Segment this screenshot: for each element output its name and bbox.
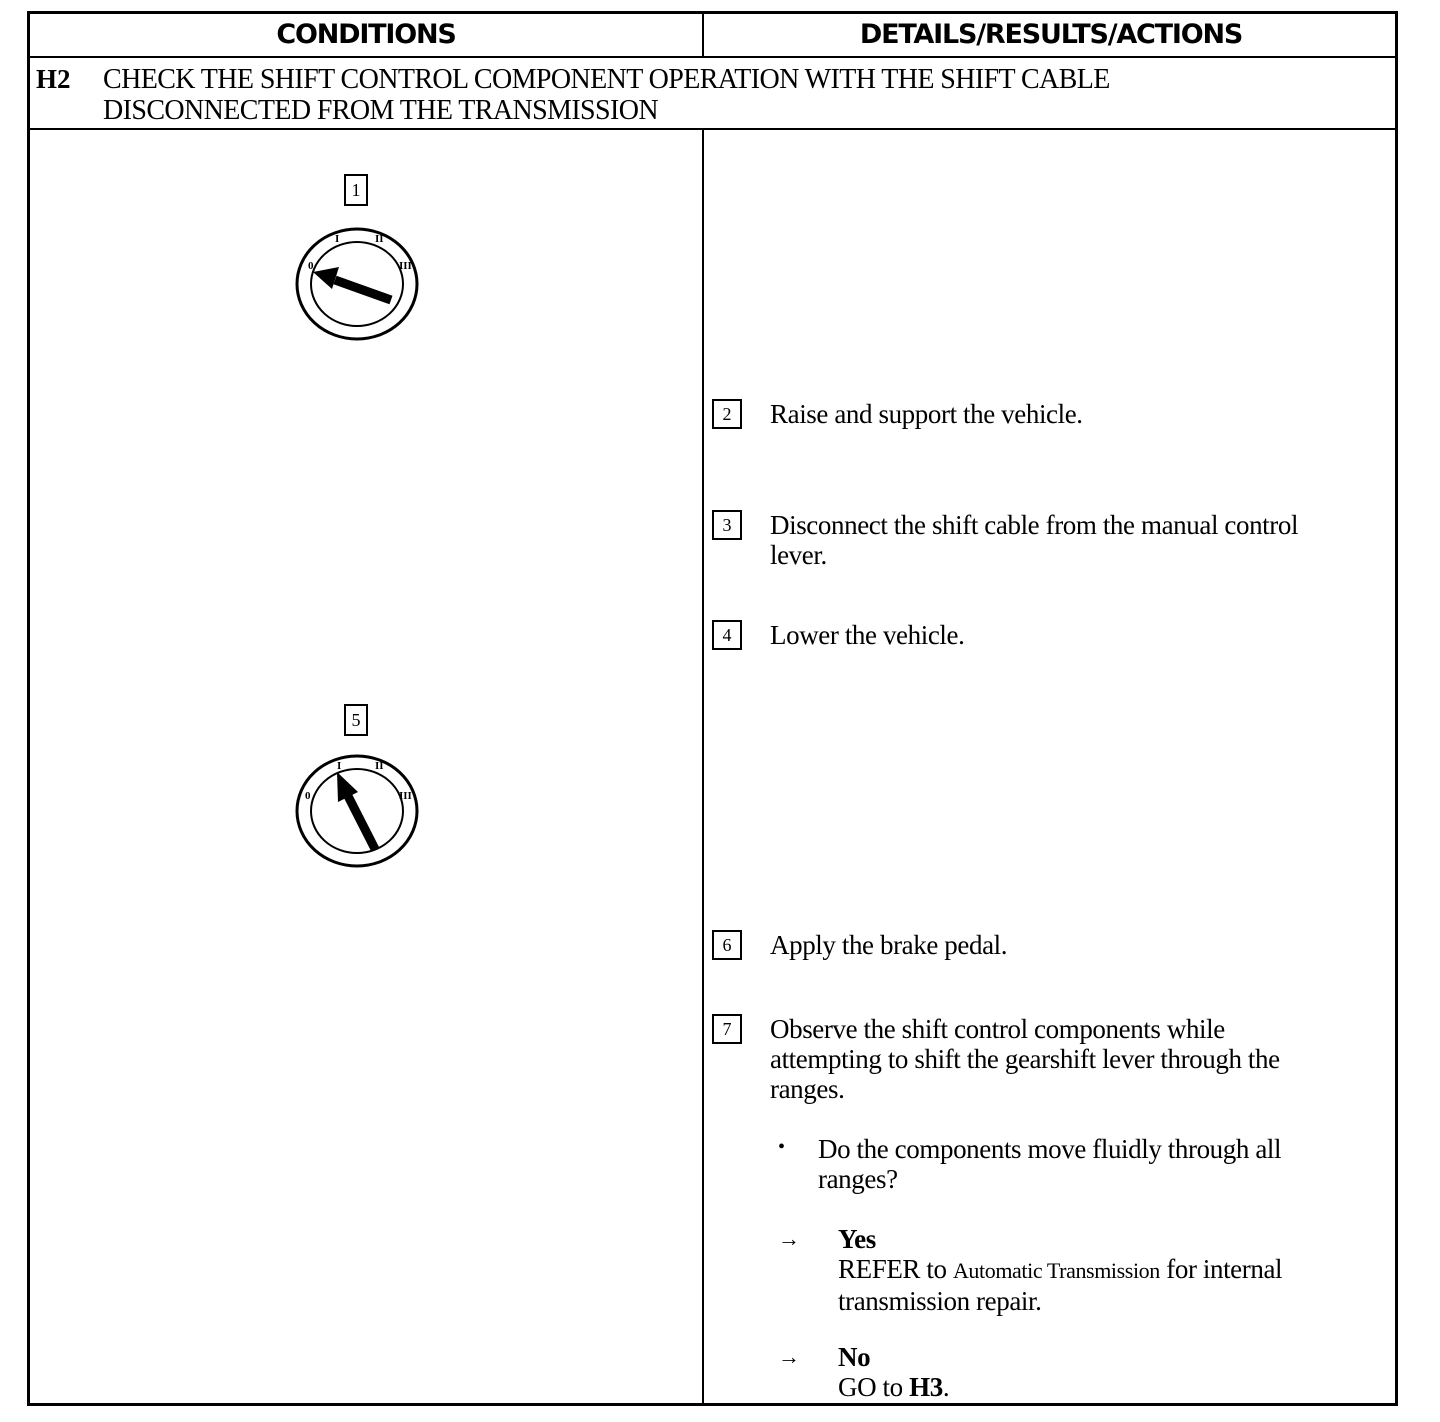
no-outcome (838, 1342, 949, 1402)
refer-text: REFER to (838, 1254, 947, 1284)
section-title (103, 64, 1373, 126)
bullet-icon: • (778, 1136, 786, 1158)
step-6-box: 6 (712, 930, 742, 960)
dial-mark-1: I (335, 233, 340, 245)
no-label: No (838, 1342, 871, 1372)
no-line1 (838, 1372, 949, 1402)
step-3-line1: Disconnect the shift cable from the manual control (770, 510, 1299, 540)
column-divider-header (702, 14, 704, 58)
step-5-box: 5 (344, 704, 368, 736)
section-title-line1: CHECK THE SHIFT CONTROL COMPONENT OPERATION WITH THE SHIFT CABLE (103, 64, 1110, 95)
step-6-text: Apply the brake pedal. (770, 930, 1008, 960)
dial-mark-3: III (399, 790, 412, 802)
goto-target-link[interactable]: H3 (909, 1372, 943, 1402)
go-to-text: GO to (838, 1372, 903, 1402)
yes-outcome (838, 1224, 1398, 1316)
ignition-dial-run-icon (295, 754, 419, 868)
for-internal-text: for internal (1166, 1254, 1283, 1284)
step-3-box: 3 (712, 510, 742, 540)
step-7-box: 7 (712, 1014, 742, 1044)
step-2-box: 2 (712, 399, 742, 429)
section-title-line2: DISCONNECTED FROM THE TRANSMISSION (103, 95, 658, 126)
step-7-line3: ranges. (770, 1074, 845, 1104)
ignition-dial-off-icon (295, 227, 419, 341)
question-line1: Do the components move fluidly through all (818, 1134, 1282, 1164)
dial-mark-0: 0 (305, 790, 311, 802)
reference-link[interactable]: Automatic Transmission (952, 1258, 1160, 1283)
section-code: H2 (36, 64, 71, 94)
diagnostic-table (27, 11, 1398, 1406)
period-text: . (942, 1372, 950, 1402)
step-7-line1: Observe the shift control components while (770, 1014, 1225, 1044)
details-header: DETAILS/RESULTS/ACTIONS (859, 19, 1243, 50)
yes-line2: transmission repair. (838, 1286, 1042, 1316)
step-3-text (770, 510, 1298, 570)
conditions-header: CONDITIONS (276, 19, 456, 50)
section-divider (30, 128, 1395, 130)
no-arrow-icon: → (778, 1344, 800, 1369)
question-line2: ranges? (818, 1164, 898, 1194)
dial-mark-3: III (399, 260, 412, 272)
step-7-text (770, 1014, 1280, 1104)
step-7-line2: attempting to shift the gearshift lever through the (770, 1044, 1280, 1074)
step-2-text: Raise and support the vehicle. (770, 399, 1083, 429)
step-4-box: 4 (712, 620, 742, 650)
step-1-box: 1 (344, 174, 368, 206)
dial-mark-2: II (375, 233, 384, 245)
column-divider-body (702, 128, 704, 1406)
question-text (818, 1134, 1281, 1194)
dial-mark-1: I (337, 760, 342, 772)
dial-mark-2: II (375, 760, 384, 772)
dial-mark-0: 0 (308, 260, 314, 272)
step-3-line2: lever. (770, 540, 827, 570)
yes-arrow-icon: → (778, 1226, 800, 1251)
header-divider (30, 56, 1395, 58)
yes-line1 (838, 1254, 1398, 1286)
yes-label: Yes (838, 1224, 876, 1254)
step-4-text: Lower the vehicle. (770, 620, 965, 650)
